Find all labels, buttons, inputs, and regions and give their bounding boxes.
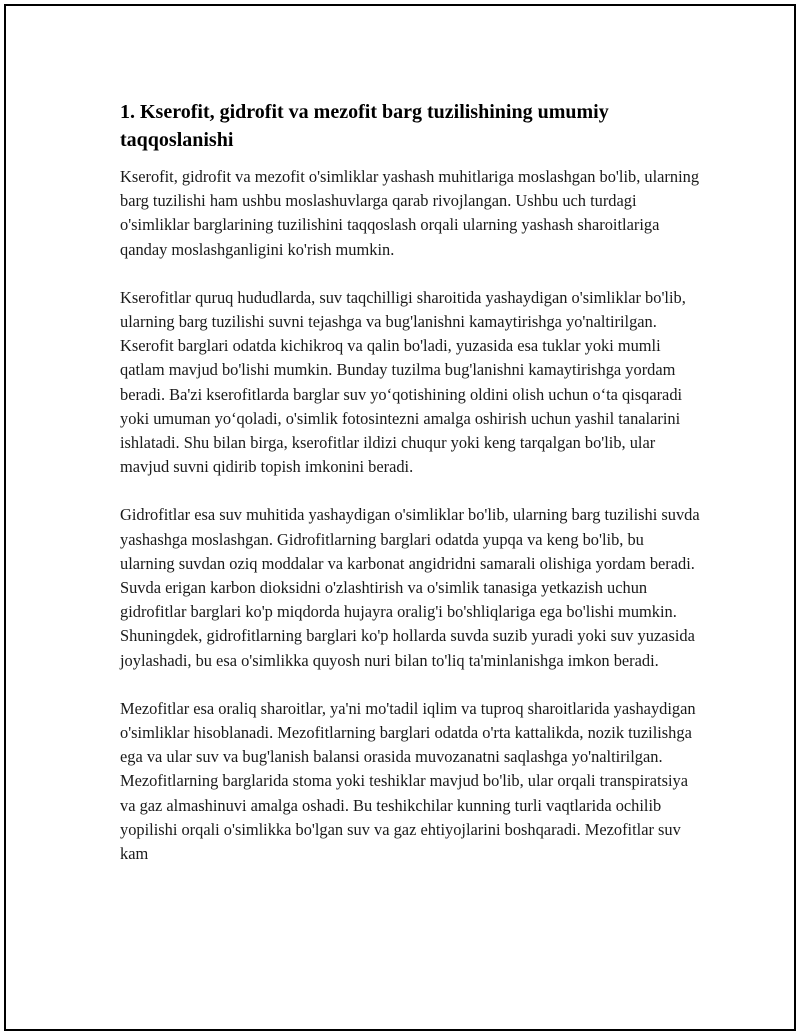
document-content <box>120 98 700 890</box>
document-page <box>4 4 796 1031</box>
paragraph-xerophytes: Kserofitlar quruq hududlarda, suv taqchilligi sharoitida yashaydigan o'simliklar bo'lib, ularning barg tuzilishi suvni tejashga va bug'lanishni kamaytirishga yo'naltirilgan. Kserofit barglari odatda kichikroq va qalin bo'ladi, yuzasida esa tuklar yoki mumli qatlam mavjud bo'lishi mumkin. Bunday tuzilma bug'lanishni kamaytirishga yordam beradi. Ba'zi kserofitlarda barglar suv yo‘qotishining oldini olish uchun o‘ta qisqaradi yoki umuman yo‘qoladi, o'simlik fotosintezni amalga oshirish uchun yashil tanalarini ishlatadi. Shu bilan birga, kserofitlar ildizi chuqur yoki keng tarqalgan bo'lib, ular mavjud suvni qidirib topish imkonini beradi. <box>120 287 686 477</box>
paragraph-mesophytes: Mezofitlar esa oraliq sharoitlar, ya'ni mo'tadil iqlim va tuproq sharoitlarida yashaydigan o'simliklar hisoblanadi. Mezofitlarning barglari odatda o'rta kattalikda, nozik tuzilishga ega va ular suv va bug'lanish balansi orasida muvozanatni saqlashga yo'naltirilgan. Mezofitlarning barglarida stoma yoki teshiklar mavjud bo'lib, ular orqali transpiratsiya va gaz almashinuvi amalga oshadi. Bu teshikchilar kunning turli vaqtlarida ochilib yopilishi orqali o'simlikka bo'lgan suv va gaz ehtiyojlarini boshqaradi. Mezofitlar suv kam <box>120 698 696 864</box>
paragraph-hydrophytes: Gidrofitlar esa suv muhitida yashaydigan o'simliklar bo'lib, ularning barg tuzilishi suvda yashashga moslashgan. Gidrofitlarning barglari odatda yupqa va keng bo'lib, bu ularning suvdan oziq moddalar va karbonat angidridni samarali olishiga yordam beradi. Suvda erigan karbon dioksidni o'zlashtirish va o'simlik tanasiga yetkazish uchun gidrofitlar barglari ko'p miqdorda hujayra oralig'i bo'shliqlariga ega bo'lishi mumkin. Shuningdek, gidrofitlarning barglari ko'p hollarda suvda suzib yuradi yoki suv yuzasida joylashadi, bu esa o'simlikka quyosh nuri bilan to'liq ta'minlanishga imkon beradi. <box>120 505 700 670</box>
section-heading: 1. Kserofit, gidrofit va mezofit barg tuzilishining umumiy taqqoslanishi <box>120 101 609 151</box>
paragraph-intro: Kserofit, gidrofit va mezofit o'simliklar yashash muhitlariga moslashgan bo'lib, ularning barg tuzilishi ham ushbu moslashuvlarga qarab rivojlangan. Ushbu uch turdagi o'simliklar barglarining tuzilishini taqqoslash orqali ularning yashash sharoitlariga qanday moslashganligini ko'rish mumkin. <box>120 167 700 259</box>
